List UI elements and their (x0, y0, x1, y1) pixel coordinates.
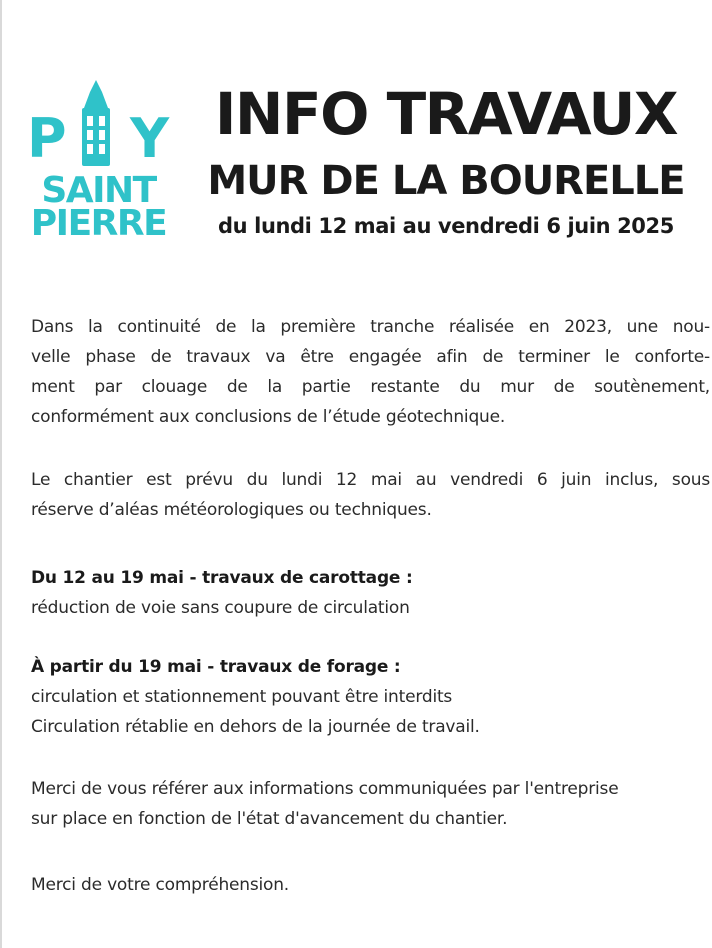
intro-line: velle phase de travaux va être engagée afin de terminer le conforte- (31, 347, 710, 367)
coring-section (31, 563, 711, 623)
info-paragraph (31, 774, 711, 834)
logo-line-saint: SAINT (41, 170, 156, 211)
intro-line: ment par clouage de la partie restante du mur de soutènement, (31, 377, 710, 397)
schedule-line: Le chantier est prévu du lundi 12 mai au vendredi 6 juin inclus, sous (31, 470, 710, 490)
drilling-detail: circulation et stationnement pouvant être interdits (31, 687, 453, 707)
schedule-paragraph (31, 465, 710, 525)
logo-letter-p: P (27, 107, 66, 170)
drilling-section (31, 652, 711, 742)
page-edge (0, 0, 2, 948)
page-title: INFO TRAVAUX (214, 80, 678, 148)
closing-paragraph: Merci de votre compréhension. (31, 875, 290, 895)
coring-detail: réduction de voie sans coupure de circulation (31, 598, 410, 618)
logo-letter-y: Y (130, 107, 169, 170)
schedule-line: réserve d’aléas météorologiques ou techniques. (31, 500, 432, 520)
info-line: Merci de vous référer aux informations communiquées par l'entreprise (31, 779, 619, 799)
intro-line: conformément aux conclusions de l’étude géotechnique. (31, 407, 506, 427)
drilling-detail: Circulation rétablie en dehors de la journée de travail. (31, 717, 480, 737)
coring-heading: Du 12 au 19 mai - travaux de carottage : (31, 568, 413, 588)
logo-line-pierre: PIERRE (30, 203, 167, 244)
page-subtitle: MUR DE LA BOURELLE (207, 158, 685, 204)
intro-line: Dans la continuité de la première tranche réalisée en 2023, une nou- (31, 317, 710, 337)
puy-saint-pierre-logo (26, 78, 171, 244)
drilling-heading: À partir du 19 mai - travaux de forage : (31, 657, 401, 677)
info-line: sur place en fonction de l'état d'avancement du chantier. (31, 809, 508, 829)
intro-paragraph (31, 312, 710, 432)
date-range: du lundi 12 mai au vendredi 6 juin 2025 (218, 214, 674, 238)
